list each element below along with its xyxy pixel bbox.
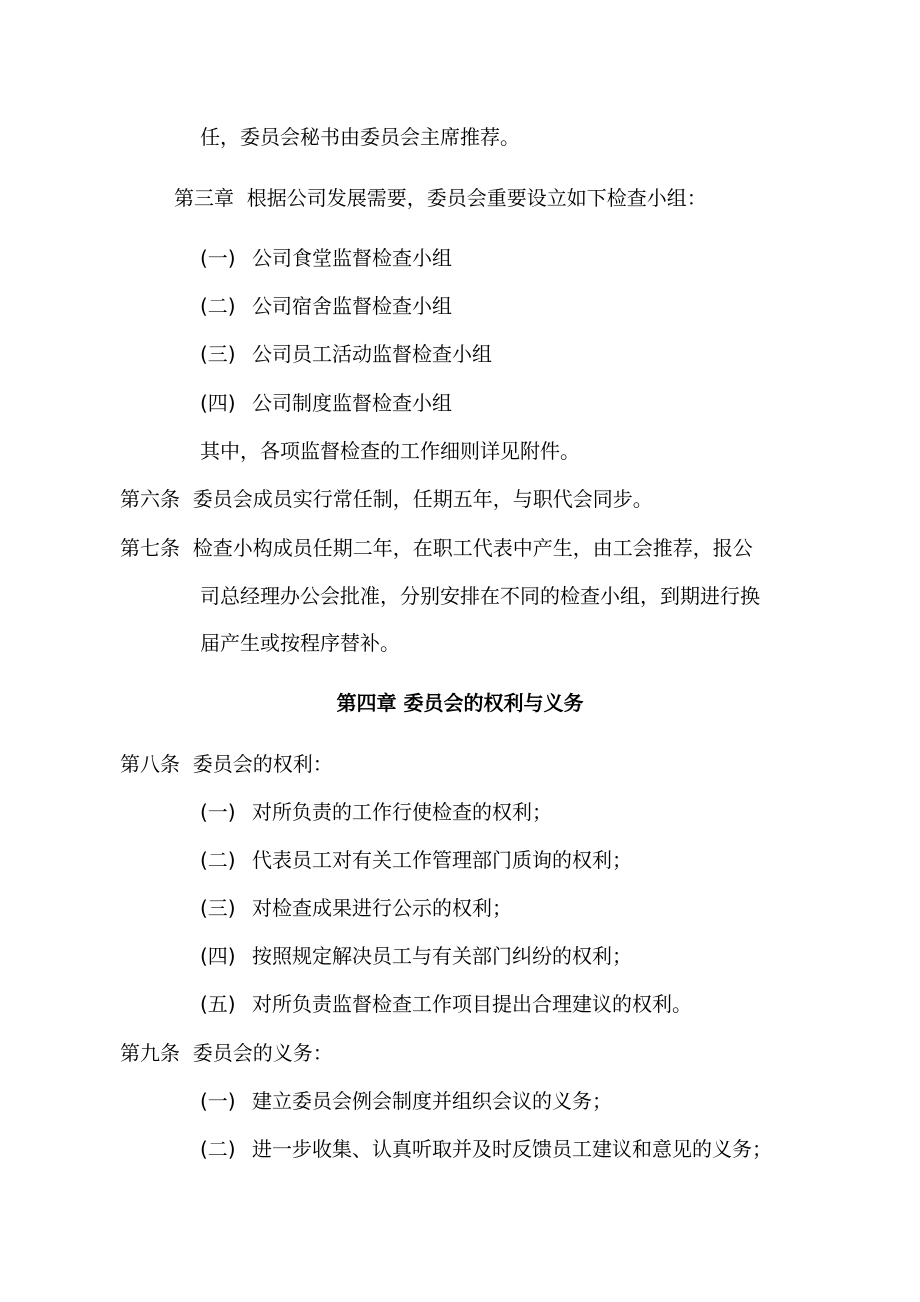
article-9-text: 委员会的义务： (192, 1041, 333, 1065)
rights-item (200, 990, 692, 1018)
chapter-3-paragraph (174, 184, 707, 212)
article-7-line-2: 司总经理办公会批准，分别安排在不同的检查小组，到期进行换 (200, 584, 760, 608)
article-9-label: 第九条 (120, 1041, 180, 1065)
rights-item-number: (五) (200, 992, 236, 1016)
article-8-label: 第八条 (120, 752, 180, 776)
article-7 (120, 534, 753, 562)
chapter-4-heading: 第四章 委员会的权利与义务 (336, 691, 584, 715)
article-6-label: 第六条 (120, 487, 180, 511)
group-item (200, 389, 452, 417)
rights-item-number: (四) (200, 944, 236, 968)
duties-item (200, 1087, 612, 1115)
duties-item-text: 进一步收集、认真听取并及时反馈员工建议和意见的义务； (252, 1137, 772, 1161)
rights-item-text: 代表员工对有关工作管理部门质询的权利； (252, 848, 632, 872)
article-6 (120, 485, 653, 513)
group-item-text: 公司宿舍监督检查小组 (252, 294, 452, 318)
groups-note: 其中，各项监督检查的工作细则详见附件。 (200, 439, 580, 463)
article-8-text: 委员会的权利： (192, 752, 333, 776)
rights-item (200, 798, 552, 826)
rights-item (200, 894, 512, 922)
article-7-line-3: 届产生或按程序替补。 (200, 631, 400, 655)
article-6-text: 委员会成员实行常任制，任期五年，与职代会同步。 (192, 487, 653, 511)
duties-item-text: 建立委员会例会制度并组织会议的义务； (252, 1089, 612, 1113)
article-7-label: 第七条 (120, 536, 180, 560)
rights-item-number: (三) (200, 896, 236, 920)
article-8 (120, 750, 333, 778)
group-item-text: 公司食堂监督检查小组 (252, 246, 452, 270)
chapter-3-text: 根据公司发展需要，委员会重要设立如下检查小组： (246, 186, 707, 210)
group-item-number: (三) (200, 342, 236, 366)
group-item (200, 244, 452, 272)
group-item-text: 公司制度监督检查小组 (252, 391, 452, 415)
group-item-number: (二) (200, 294, 236, 318)
group-item-number: (四) (200, 391, 236, 415)
article-7-line-1: 检查小构成员任期二年，在职工代表中产生，由工会推荐，报公 (192, 536, 753, 560)
rights-item-text: 对所负责监督检查工作项目提出合理建议的权利。 (252, 992, 692, 1016)
paragraph-continuation: 任，委员会秘书由委员会主席推荐。 (200, 125, 520, 149)
duties-item-number: (一) (200, 1089, 236, 1113)
group-item (200, 292, 452, 320)
group-item (200, 340, 492, 368)
rights-item (200, 942, 632, 970)
duties-item-number: (二) (200, 1137, 236, 1161)
rights-item-number: (二) (200, 848, 236, 872)
rights-item-text: 对所负责的工作行使检查的权利； (252, 800, 552, 824)
duties-item (200, 1135, 772, 1163)
rights-item-number: (一) (200, 800, 236, 824)
chapter-3-label: 第三章 (174, 186, 234, 210)
group-item-number: (一) (200, 246, 236, 270)
rights-item-text: 按照规定解决员工与有关部门纠纷的权利； (252, 944, 632, 968)
article-9 (120, 1039, 333, 1067)
rights-item (200, 846, 632, 874)
group-item-text: 公司员工活动监督检查小组 (252, 342, 492, 366)
rights-item-text: 对检查成果进行公示的权利； (252, 896, 512, 920)
